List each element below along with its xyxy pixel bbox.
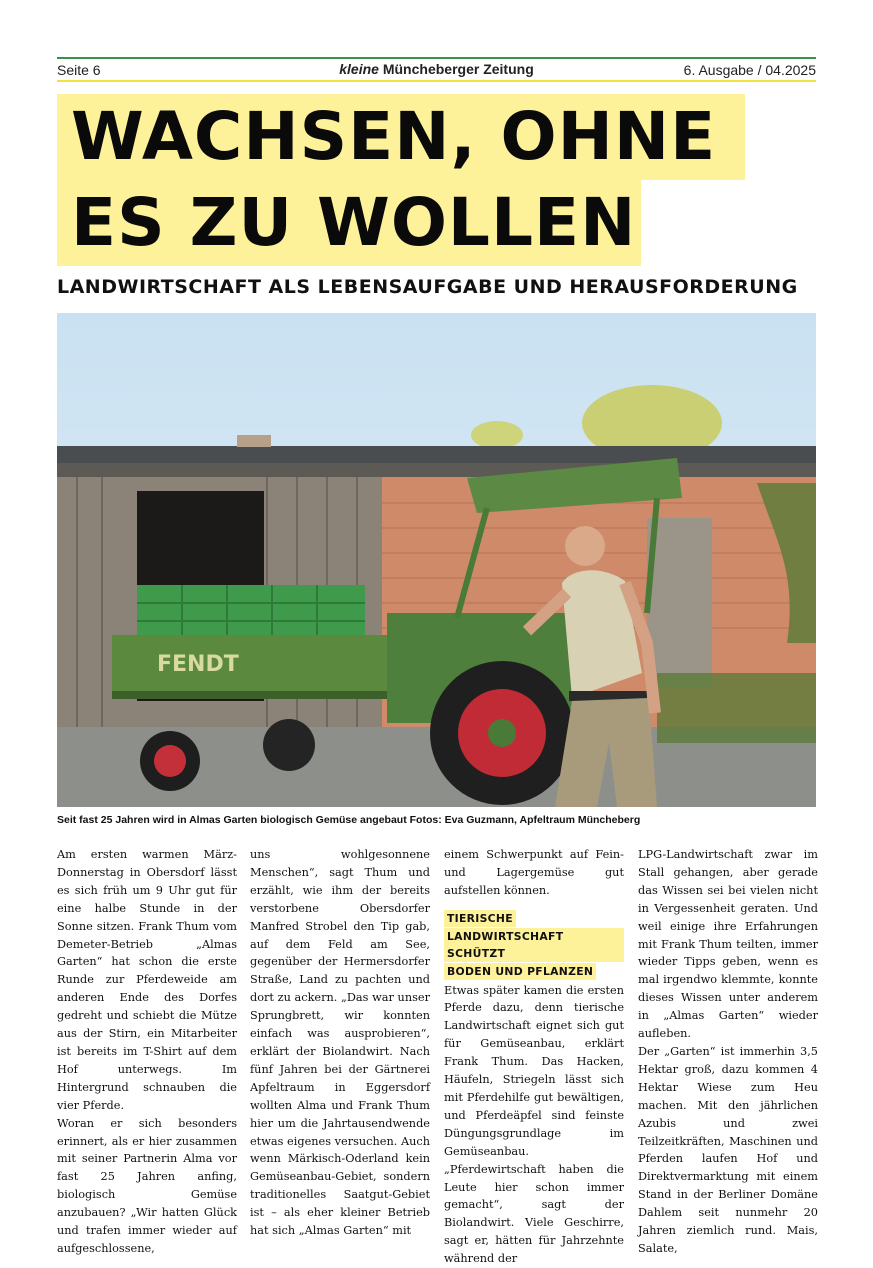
subheading-line-1: TIERISCHE bbox=[444, 910, 516, 927]
headline-line-2: ES ZU WOLLEN bbox=[57, 180, 641, 266]
paragraph: Am ersten warmen März-Donnerstag in Obersdorf lässt es sich früh um 9 Uhr gut für eine halbe Stunde in der Sonne sitzen. Frank Thum vom Demeter-Betrieb „Almas Garten“ hat schon die erste Runde zur Pferdeweide am anderen Ende des Dorfes gedreht und schiebt die Mütze aus der Stirn, ein Mitarbeiter ist bereits im T-Shirt auf dem Hof unterwegs. Im Hintergrund schnauben die vier Pferde. bbox=[57, 848, 237, 1112]
paragraph: Der „Garten“ ist immerhin 3,5 Hektar groß, dazu kommen 4 Hektar Wiese zum Heu machen. Mit den jährlichen Azubis und zwei Teilzeitkräften, Maschinen und Pferden laufen Hof und Direktvermarktung mit einem Stand in der Berliner Domäne Dahlem seit nunmehr 20 Jahren ziemlich rund. Mais, Salate, bbox=[638, 1044, 818, 1255]
paragraph: LPG-Landwirtschaft zwar im Stall gehangen, aber gerade das Wissen sei bei vielen nicht in Vergessenheit geraten. Und weil einige ihre Erfahrungen mit Frank Thum teilten, immer wieder Tipps geben, wenn es mal irgendwo klemmte, konnte dieses Wissen unter anderem in „Almas Garten“ wieder aufleben. bbox=[638, 848, 818, 1041]
paragraph: Woran er sich besonders erinnert, als er hier zusammen mit seiner Partnerin Alma vor fast 25 Jahren anfing, biologisch Gemüse anzubauen? „Wir hatten Glück und trafen immer wieder auf aufgeschlossene, bbox=[57, 1116, 237, 1255]
tractor-brand: FENDT bbox=[157, 652, 239, 677]
paragraph: uns wohlgesonnene Menschen“, sagt Thum und erzählt, wie ihm der bereits verstorbene Obersdorfer Manfred Strobel den Tip gab, auf dem Feld am See, gegenüber der Hermersdorfer Straße, Land zu pachten und dort zu ackern. „Das war unser Sprungbrett, wir konnten einfach was ausprobieren“, erklärt der Biolandwirt. Nach fünf Jahren bei der Gärtnerei Apfeltraum in Eggersdorf wollten Alma und Frank Thum hier um die Jahrtausendwende etwas eigenes versuchen. Auch wenn Märkisch-Oderland kein Gemüseanbau-Gebiet, sondern traditionelles Saatgut-Gebiet ist – als eher kleiner Betrieb hat sich „Almas Garten“ mit bbox=[250, 848, 430, 1238]
paragraph: einem Schwerpunkt auf Fein- und Lagergemüse gut aufstellen können. bbox=[444, 848, 624, 897]
issue-date: 6. Ausgabe / 04.2025 bbox=[683, 62, 816, 78]
article-photo bbox=[57, 313, 816, 807]
page-number: Seite 6 bbox=[57, 62, 101, 78]
page-header bbox=[57, 60, 816, 80]
newspaper-prefix: kleine bbox=[339, 61, 379, 77]
newspaper-title: Müncheberger Zeitung bbox=[382, 61, 534, 77]
photo-caption: Seit fast 25 Jahren wird in Almas Garten biologisch Gemüse angebaut Fotos: Eva Guzmann, Apfeltraum Müncheberg bbox=[57, 814, 641, 826]
header-rule-yellow bbox=[57, 80, 816, 82]
headline-line-1: WACHSEN, OHNE bbox=[57, 94, 745, 180]
article-column-4 bbox=[638, 846, 818, 1258]
subheading-line-3: BODEN UND PFLANZEN bbox=[444, 963, 596, 980]
article-column-1 bbox=[57, 846, 237, 1258]
article-column-3 bbox=[444, 846, 624, 1268]
paragraph: Etwas später kamen die ersten Pferde dazu, denn tierische Landwirtschaft eignet sich gut für Gemüseanbau, erklärt Frank Thum. Das Hacken, Häufeln, Striegeln lässt sich mit Pferdehilfe gut bewältigen, und Pferdeäpfel sind feinste Düngungsgrundlage im Gemüseanbau. „Pferdewirtschaft haben die Leute hier schon immer gemacht“, sagt der Biolandwirt. Viele Geschirre, sagt er, hätten für Jahrzehnte während der bbox=[444, 983, 624, 1266]
section-subheading bbox=[444, 900, 624, 982]
header-rule-green bbox=[57, 57, 816, 59]
subheading-line-2: LANDWIRTSCHAFT SCHÜTZT bbox=[444, 928, 624, 962]
subheadline: LANDWIRTSCHAFT ALS LEBENSAUFGABE UND HERAUSFORDERUNG bbox=[57, 276, 798, 298]
article-column-2 bbox=[250, 846, 430, 1240]
farmer-tractor-illustration bbox=[57, 313, 816, 807]
